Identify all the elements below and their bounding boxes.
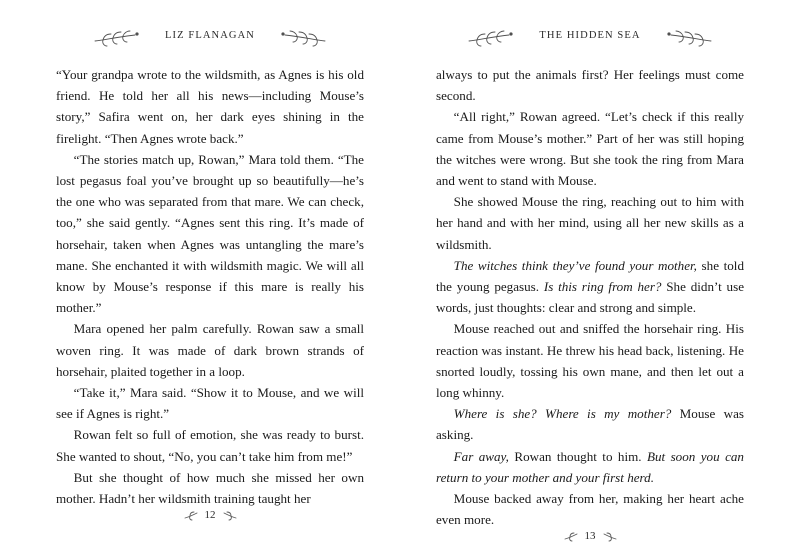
right-page [400,0,800,546]
text-run: “All right,” Rowan agreed. “Let’s check if this really came from Mouse’s mother.” Part of her was still hoping the witches were wrong. But she took the ring from Mara and went to stand with Mouse. [436,109,744,189]
paragraph: Rowan felt so full of emotion, she was ready to burst. She wanted to shout, “No, you can’t take him from me!” [56,427,364,464]
italic-run: Where is she? Where is my mother? [453,406,672,422]
leafy-sprig-ornament [91,26,143,48]
small-leaf-ornament [223,509,237,521]
paragraph: “The stories match up, Rowan,” Mara told them. “The lost pegasus foal you’ve brought up so beautifully—he’s the one who was separated from that mare. We can check, too,” she said gently. “Agnes sent this ring. It’s made of horsehair, taken when Agnes was untangling the mare’s mane. She enchanted it with wildsmith magic. We will all know by Mouse’s response if this mare is really his mother.” [56,151,364,316]
leafy-sprig-ornament [663,26,715,48]
text-run: she told the young pegasus. [436,257,744,295]
italic-run: The witches think they’ve found your mother, [453,257,697,273]
paragraph [436,255,744,319]
text-run: Mouse was asking. [436,406,744,443]
text-run: Rowan thought to him. [508,448,647,464]
paragraph [436,191,744,255]
text-run: Mouse backed away from her, making her heart ache even more. [436,491,744,528]
text-run: Mouse reached out and sniffed the horsehair ring. His reaction was instant. He threw his head back, listening. He snorted loudly, tossing his own mane, and then let out a long whinny. [436,321,744,401]
italic-run: Is this ring from her? [543,279,662,295]
paragraph: But she thought of how much she missed her own mother. Hadn’t her wildsmith training taught her [56,469,364,507]
left-page-header [56,26,364,48]
paragraph: Mara opened her palm carefully. Rowan saw a small woven ring. It was made of dark brown strands of horsehair, plaited together in a loop. [56,321,364,379]
running-head-title: THE HIDDEN SEA [539,30,641,41]
paragraph [436,318,744,403]
small-leaf-ornament [603,530,617,542]
paragraph [436,403,744,445]
leafy-sprig-ornament [465,26,517,48]
right-page-folio [436,530,744,548]
text-run: She didn’t use words, just thoughts: clear and strong and simple. [436,279,745,316]
right-page-header [436,26,744,48]
running-head-author: LIZ FLANAGAN [165,30,255,41]
italic-run: Far away, [453,448,509,464]
paragraph: “Your grandpa wrote to the wildsmith, as Agnes is his old friend. He told her all his news—including Mouse’s story,” Safira went on, her dark eyes shining in the firelight. “Then Agnes wrote back.” [56,67,364,146]
italic-run: But soon you can return to your mother and your first herd. [436,448,744,485]
small-leaf-ornament [564,530,578,542]
left-page-body [56,64,364,509]
paragraph [436,64,744,106]
text-run: She showed Mouse the ring, reaching out to him with her hand and with her mind, using all her new skills as a wildsmith. [436,194,744,252]
paragraph: “Take it,” Mara said. “Show it to Mouse, and we will see if Agnes is right.” [56,385,364,422]
left-page-folio [56,509,364,527]
right-page-body [436,64,744,530]
left-page [0,0,400,546]
page-number: 13 [584,530,596,543]
paragraph [436,106,744,191]
paragraph [436,446,744,488]
page-number: 12 [204,509,216,522]
small-leaf-ornament [184,509,198,521]
paragraph [436,488,744,530]
leafy-sprig-ornament [277,26,329,48]
text-run: always to put the animals first? Her feelings must come second. [436,67,744,104]
